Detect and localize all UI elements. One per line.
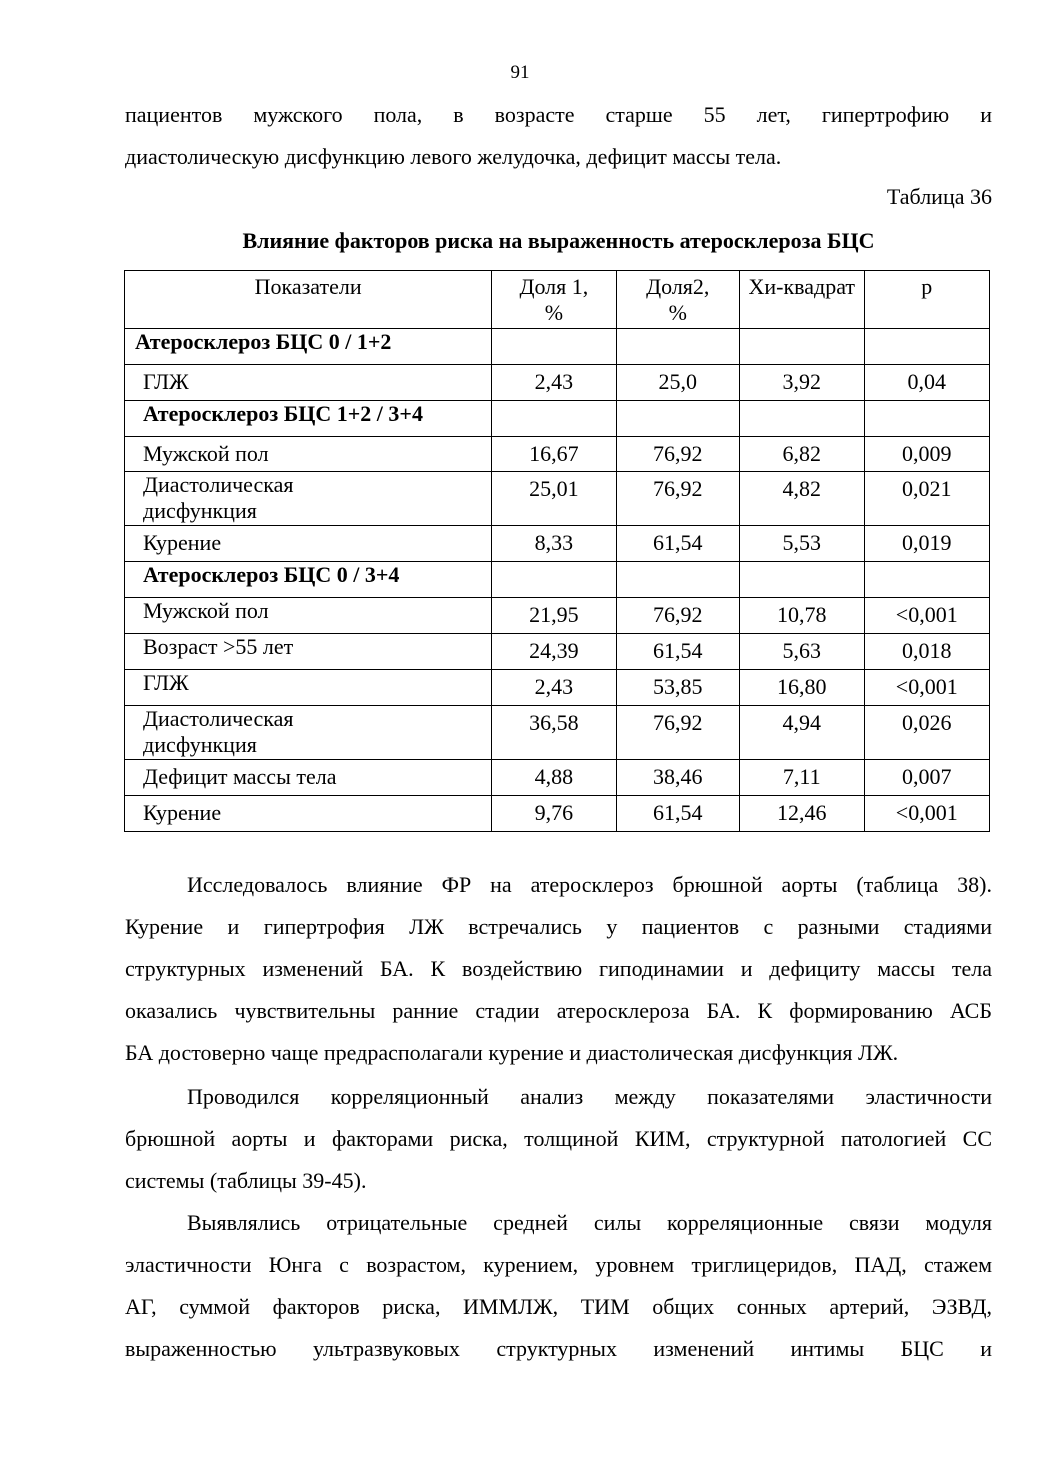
table-group-row [125,562,990,598]
cell-share-1: 21,95 [492,598,616,634]
cell-share-1: 9,76 [492,796,616,832]
paragraph-abdominal-aorta [125,864,992,1074]
cell-chi-square: 5,53 [740,526,865,562]
intro-paragraph [125,94,992,178]
table-row [125,526,990,562]
text-line: структурных изменений БА. К воздействию гиподинамии и дефициту массы тела [125,956,992,981]
header-share-1: Доля 1, % [492,271,616,329]
cell-share-1: 24,39 [492,634,616,670]
cell-share-2: 25,0 [616,365,739,401]
group-label: Атеросклероз БЦС 0 / 1+2 [125,329,492,365]
group-label: Атеросклероз БЦС 1+2 / 3+4 [125,401,492,437]
header-share-2: Доля2, % [616,271,739,329]
row-label: Мужской пол [125,598,492,634]
header-chi-square: Хи-квадрат [740,271,865,329]
cell-share-1: 25,01 [492,472,616,526]
cell-chi-square: 7,11 [740,760,865,796]
row-label: ГЛЖ [125,365,492,401]
text-line: Проводился корреляционный анализ между показателями эластичности [187,1084,992,1109]
text-line: оказались чувствительны ранние стадии атеросклероза БА. К формированию АСБ [125,998,992,1023]
cell-chi-square: 4,82 [740,472,865,526]
row-label: Дефицит массы тела [125,760,492,796]
cell-chi-square: 10,78 [740,598,865,634]
cell-chi-square: 5,63 [740,634,865,670]
text-line: эластичности Юнга с возрастом, курением, уровнем триглицеридов, ПАД, стажем [125,1252,992,1277]
text-line: диастолическую дисфункцию левого желудочка, дефицит массы тела. [125,144,782,169]
table-row [125,365,990,401]
cell-share-1: 36,58 [492,706,616,760]
cell-chi-square: 3,92 [740,365,865,401]
cell-share-2: 61,54 [616,796,739,832]
table-row [125,706,990,760]
table-row [125,437,990,472]
cell-p: 0,009 [864,437,989,472]
header-indicators: Показатели [125,271,492,329]
cell-share-1: 4,88 [492,760,616,796]
cell-share-1: 2,43 [492,365,616,401]
risk-factors-table [124,270,990,832]
cell-chi-square: 4,94 [740,706,865,760]
cell-chi-square: 6,82 [740,437,865,472]
table-row [125,670,990,706]
cell-p: <0,001 [864,598,989,634]
table-row [125,472,990,526]
cell-p: 0,007 [864,760,989,796]
page-number: 91 [510,62,530,83]
cell-p: 0,026 [864,706,989,760]
group-label: Атеросклероз БЦС 0 / 3+4 [125,562,492,598]
row-label: ГЛЖ [125,670,492,706]
cell-share-2: 61,54 [616,634,739,670]
row-label: Курение [125,796,492,832]
cell-share-2: 76,92 [616,472,739,526]
table-header-row [125,271,990,329]
row-label: Возраст >55 лет [125,634,492,670]
cell-p: 0,04 [864,365,989,401]
paragraph-correlation-analysis [125,1076,992,1202]
cell-chi-square: 16,80 [740,670,865,706]
cell-chi-square: 12,46 [740,796,865,832]
row-label: Диастолическая дисфункция [125,472,492,526]
row-label: Курение [125,526,492,562]
text-line: брюшной аорты и факторами риска, толщиной КИМ, структурной патологией СС [125,1126,992,1151]
text-line: БА достоверно чаще предрасполагали курение и диастолическая дисфункция ЛЖ. [125,1040,899,1065]
table-group-row [125,401,990,437]
paragraph-negative-correlations [125,1202,992,1370]
table-row [125,598,990,634]
cell-share-2: 76,92 [616,706,739,760]
cell-p: 0,018 [864,634,989,670]
cell-share-1: 8,33 [492,526,616,562]
cell-share-1: 2,43 [492,670,616,706]
cell-share-1: 16,67 [492,437,616,472]
header-p: р [864,271,989,329]
table-row [125,796,990,832]
text-line: Курение и гипертрофия ЛЖ встречались у пациентов с разными стадиями [125,914,992,939]
table-title: Влияние факторов риска на выраженность атеросклероза БЦС [242,228,875,253]
text-line: АГ, суммой факторов риска, ИММЛЖ, ТИМ общих сонных артерий, ЭЗВД, [125,1294,992,1319]
text-line: пациентов мужского пола, в возрасте старше 55 лет, гипертрофию и [125,102,992,127]
text-line: выраженностью ультразвуковых структурных изменений интимы БЦС и [125,1336,992,1361]
table-row [125,760,990,796]
cell-p: <0,001 [864,796,989,832]
table-row [125,634,990,670]
cell-share-2: 61,54 [616,526,739,562]
cell-p: <0,001 [864,670,989,706]
text-line: Выявлялись отрицательные средней силы корреляционные связи модуля [187,1210,992,1235]
cell-share-2: 76,92 [616,437,739,472]
cell-p: 0,021 [864,472,989,526]
row-label: Мужской пол [125,437,492,472]
table-label: Таблица 36 [886,184,992,209]
text-line: системы (таблицы 39-45). [125,1168,367,1193]
cell-share-2: 53,85 [616,670,739,706]
row-label: Диастолическая дисфункция [125,706,492,760]
cell-p: 0,019 [864,526,989,562]
cell-share-2: 38,46 [616,760,739,796]
table-group-row [125,329,990,365]
cell-share-2: 76,92 [616,598,739,634]
text-line: Исследовалось влияние ФР на атеросклероз брюшной аорты (таблица 38). [187,872,992,897]
